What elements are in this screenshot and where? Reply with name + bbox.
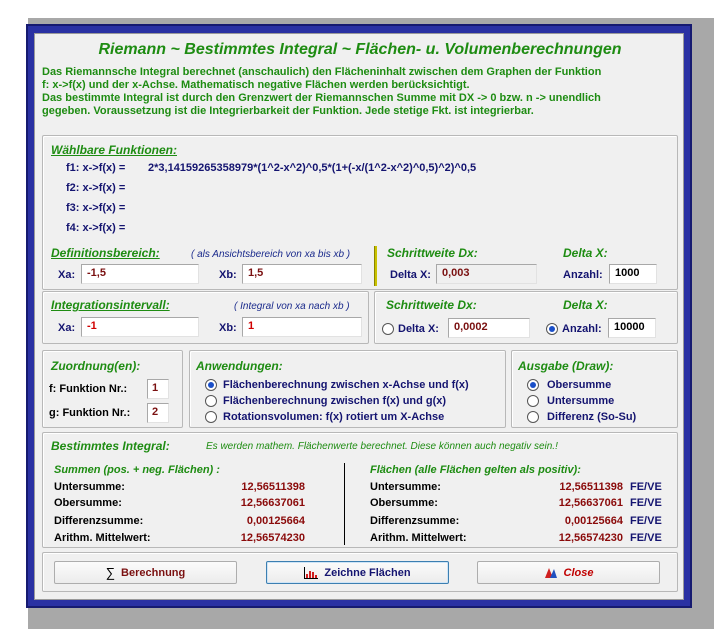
step2-n-label: Anzahl: (562, 323, 602, 335)
output-option-2-radio[interactable] (527, 395, 539, 407)
close-icon (544, 567, 558, 579)
step1-dx-input[interactable]: 0,003 (436, 264, 537, 284)
result-note: Es werden mathem. Flächenwerte berechnet. Diese können auch negativ sein.! (206, 441, 558, 452)
integration-header: Integrationsintervall: (51, 298, 170, 312)
right-label-untersumme: Untersumme: (370, 481, 441, 493)
integration-group (42, 291, 369, 344)
main-panel (34, 33, 684, 600)
result-header: Bestimmtes Integral: (51, 439, 170, 453)
intro-line-1: Das Riemannsche Integral berechnet (anschaulich) den Flächeninhalt zwischen dem Graphen der Funktion (42, 66, 602, 78)
step2-n-input[interactable]: 10000 (608, 318, 656, 338)
f4-label: f4: x->f(x) = (66, 222, 126, 234)
int-xa-input[interactable]: -1 (81, 317, 199, 337)
assignment-header: Zuordnung(en): (51, 359, 141, 373)
functions-header: Wählbare Funktionen: (51, 143, 177, 157)
left-label-obersumme: Obersumme: (54, 497, 122, 509)
int-xa-label: Xa: (58, 322, 76, 334)
close-button[interactable] (477, 561, 660, 584)
output-option-1-label: Obersumme (547, 379, 612, 391)
draw-areas-button[interactable] (266, 561, 449, 584)
draw-areas-button-label: Zeichne Flächen (324, 566, 411, 579)
applications-header: Anwendungen: (196, 359, 283, 373)
right-unit-4: FE/VE (630, 532, 662, 544)
int-xb-input[interactable]: 1 (242, 317, 362, 337)
assign-f-label: f: Funktion Nr.: (49, 383, 128, 395)
definition-header: Definitionsbereich: (51, 246, 160, 260)
app-option-2-radio[interactable] (205, 395, 217, 407)
step2-dx-label: Delta X: (398, 323, 439, 335)
f1-label: f1: x->f(x) = (66, 162, 126, 174)
button-bar (42, 552, 678, 592)
left-label-untersumme: Untersumme: (54, 481, 125, 493)
step1-header: Schrittweite Dx: (387, 246, 478, 260)
right-label-mittelwert: Arithm. Mittelwert: (370, 532, 467, 544)
applications-group (189, 350, 506, 428)
int-xb-label: Xb: (219, 322, 237, 334)
f2-expression[interactable] (148, 182, 628, 196)
intro-line-3: Das bestimmte Integral ist durch den Grenzwert der Riemannschen Summe mit DX -> 0 bzw. n -> unendlich (42, 92, 601, 104)
definition-note: ( als Ansichtsbereich von xa bis xb ) (191, 249, 351, 260)
output-option-1-radio[interactable] (527, 379, 539, 391)
step2-group (374, 291, 678, 344)
intro-line-2: f: x->f(x) und der x-Achse. Mathematisch negative Flächen werden berücksichtigt. (42, 79, 470, 91)
functions-group (42, 135, 678, 290)
def-xb-label: Xb: (219, 269, 237, 281)
divider-bar (374, 246, 377, 286)
right-label-differenzsumme: Differenzsumme: (370, 515, 460, 527)
integration-note: ( Integral von xa nach xb ) (234, 301, 350, 312)
f1-expression[interactable]: 2*3,14159265358979*(1^2-x^2)^0,5*(1+(-x/(1^2-x^2)^0,5)^2)^0,5 (148, 162, 477, 174)
app-option-3-label: Rotationsvolumen: f(x) rotiert um X-Achse (223, 411, 445, 423)
page-title: Riemann ~ Bestimmtes Integral ~ Flächen- u. Volumenberechnungen (98, 41, 622, 58)
f3-expression[interactable] (148, 202, 628, 216)
left-value-untersumme: 12,56511398 (241, 481, 305, 493)
output-option-2-label: Untersumme (547, 395, 615, 407)
left-label-differenzsumme: Differenzsumme: (54, 515, 144, 527)
step2-delta-header: Delta X: (563, 298, 608, 312)
right-unit-3: FE/VE (630, 515, 662, 527)
step2-n-radio[interactable] (546, 323, 558, 335)
step2-dx-input[interactable]: 0,0002 (448, 318, 530, 338)
output-group (511, 350, 678, 428)
step2-dx-radio[interactable] (382, 323, 394, 335)
calculate-button-label: Berechnung (121, 566, 186, 579)
right-label-obersumme: Obersumme: (370, 497, 438, 509)
right-value-differenzsumme: 0,00125664 (564, 515, 623, 527)
app-option-3-radio[interactable] (205, 411, 217, 423)
right-unit-1: FE/VE (630, 481, 662, 493)
step1-n-label: Anzahl: (563, 269, 603, 281)
left-value-obersumme: 12,56637061 (240, 497, 305, 509)
right-unit-2: FE/VE (630, 497, 662, 509)
assign-g-input[interactable]: 2 (147, 403, 169, 423)
result-divider (344, 463, 345, 545)
left-value-mittelwert: 12,56574230 (240, 532, 305, 544)
app-option-1-radio[interactable] (205, 379, 217, 391)
intro-line-4: gegeben. Voraussetzung ist die Integrierbarkeit der Funktion. Jede stetige Fkt. ist integrierbar. (42, 105, 534, 117)
def-xa-input[interactable]: -1,5 (81, 264, 199, 284)
left-label-mittelwert: Arithm. Mittelwert: (54, 532, 151, 544)
result-group (42, 432, 678, 548)
output-option-3-label: Differenz (So-Su) (547, 411, 637, 423)
left-sum-header: Summen (pos. + neg. Flächen) : (54, 464, 220, 476)
app-option-2-label: Flächenberechnung zwischen f(x) und g(x) (223, 395, 447, 407)
chart-icon (304, 567, 318, 579)
app-option-1-label: Flächenberechnung zwischen x-Achse und f(x) (223, 379, 469, 391)
def-xa-label: Xa: (58, 269, 76, 281)
right-value-mittelwert: 12,56574230 (558, 532, 623, 544)
output-option-3-radio[interactable] (527, 411, 539, 423)
close-button-label: Close (563, 566, 594, 579)
f4-expression[interactable] (148, 222, 628, 236)
assign-g-label: g: Funktion Nr.: (49, 407, 131, 419)
f2-label: f2: x->f(x) = (66, 182, 126, 194)
sigma-icon: ∑ (105, 565, 116, 580)
right-value-untersumme: 12,56511398 (559, 481, 623, 493)
def-xb-input[interactable]: 1,5 (242, 264, 362, 284)
f3-label: f3: x->f(x) = (66, 202, 126, 214)
calculate-button[interactable] (54, 561, 237, 584)
right-value-obersumme: 12,56637061 (558, 497, 623, 509)
step2-header: Schrittweite Dx: (386, 298, 477, 312)
step1-delta-header: Delta X: (563, 246, 608, 260)
left-value-differenzsumme: 0,00125664 (246, 515, 305, 527)
step1-dx-label: Delta X: (390, 269, 431, 281)
assignment-group (42, 350, 183, 428)
assign-f-input[interactable]: 1 (147, 379, 169, 399)
right-area-header: Flächen (alle Flächen gelten als positiv): (370, 464, 581, 476)
output-header: Ausgabe (Draw): (518, 359, 614, 373)
step1-n-input[interactable]: 1000 (609, 264, 657, 284)
